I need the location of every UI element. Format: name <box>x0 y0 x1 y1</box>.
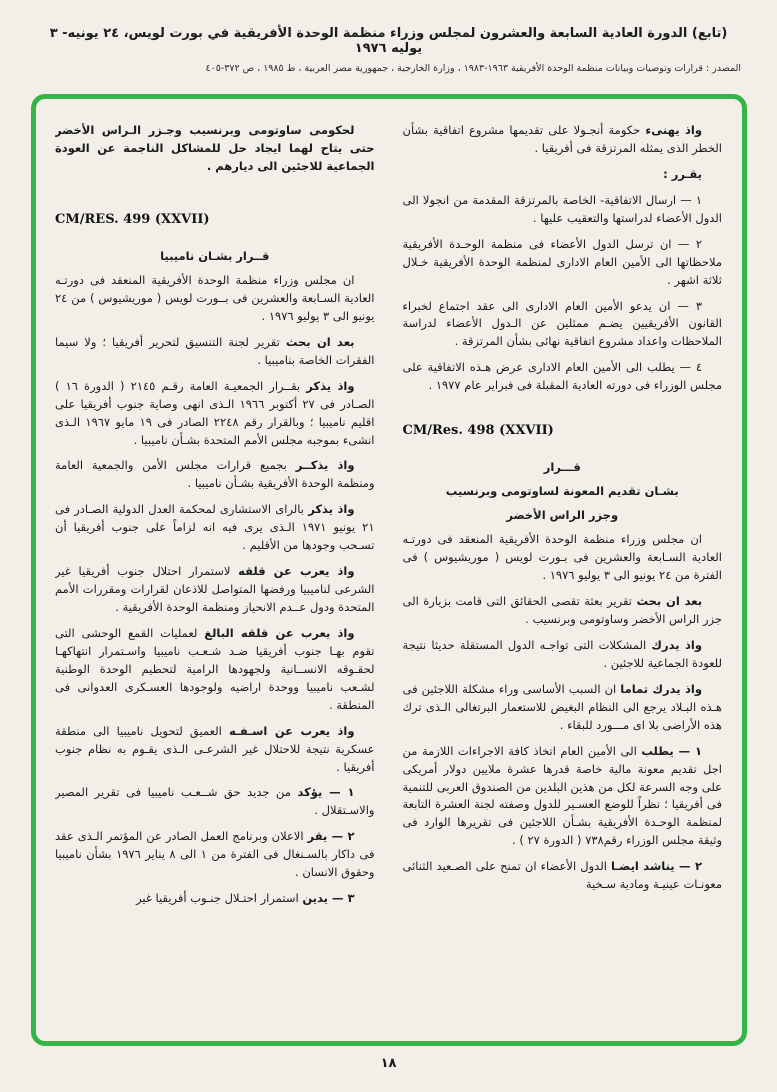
paragraph-lead: واذ يدرك <box>651 637 703 652</box>
paragraph: بعد ان بحث تقرير لجنة التنسيق لتحرير أفريقيا ؛ ولا سيما الفقرات الخاصة بناميبيا . <box>55 334 375 367</box>
paragraph: واذ يهنىء حكومة أنجـولا على تقديمها مشروع اتفاقية بشأن الخطر الذى يمثله المرتزقة فى أفريقيا . <box>402 123 722 155</box>
paragraph-lead: ٢ — يقر <box>307 829 355 844</box>
paragraph: واذ يدرك المشكلات التى تواجـه الدول المستقلة حديثا نتيجة للعودة الجماعية للاجئين . <box>402 637 722 670</box>
paragraph-lead: ٣ — يدين <box>302 891 355 906</box>
paragraph: قــرار بشـان ناميبيا <box>160 249 270 264</box>
paragraph <box>403 166 723 184</box>
paragraph: ٢ — ان ترسل الدول الأعضاء فى منظمة الوحـدة الأفريقية ملاحظاتها الى الأمين العام الادارى لمنظمة الوحدة الأفريقية خـلال ثلاثة اشهر . <box>402 236 722 287</box>
paragraph: ١ — يطلب الى الأمين العام اتخاذ كافة الاجراءات اللازمة من اجل تقديم معونة مالية خاصة قدرها عشرة ملايين دولار أمريكى على وجه السرعة لكل من هذين البلدين من الصندوق العربى للتنمية فى أفريقيا ؛ نظراً للوضع العسـير للدول وصفته لجنة العشرة التابعة لمنظمة الوحـدة الأفريقية بشـأن اللاجئين فى تقريرها الوارد فى وثيقة مجلس الوزراء رقم٧٣٨ ( الدورة ٢٧ ) . <box>402 743 722 848</box>
paragraph-lead: واذ يعرب عن قلقه <box>238 564 355 579</box>
content-columns <box>55 122 722 1024</box>
paragraph: لحكومى ساوتومى وبرنسيب وجـزر الـراس الأخضر حتى يتاح لهما ايجاد حل للمشاكل الناجمة عن العودة الجماعية للاجئين الى ديارهم . <box>55 123 375 173</box>
paragraph: ١ — يؤكد من جديد حق شــعـب ناميبيا فى تقرير المصير والاسـتقلال . <box>55 785 375 818</box>
paragraph: ٢ — يناشد ايضـا الدول الأعضاء ان تمنح على الصـعيد الثنائى معونـات عينيـة ومادية سـخية <box>402 859 722 892</box>
paragraph: بعد ان بحث تقرير بعثة تقصى الحقائق التى قامت بزيارة الى جزر الراس الأخضر وساوتومى وبرنسيب . <box>402 594 722 627</box>
paragraph-lead: واذ يعرب عن قلقه البالغ <box>204 625 355 640</box>
paragraph-lead: واذ يهنىء <box>645 123 703 137</box>
paragraph: واذ يعرب عن قلقه البالغ لعمليات القمع الوحشى التى تقوم بهـا جنوب أفريقيا ضـد شـعـب ناميبيا واسـتمرار انتهاكهـا لحقـوقه الانســانية ولجهودها الرامية لتحطيم الوحدة الوطنية لشـعب ناميبيا ووحدة اراضيه ولوجودها العسـكرى العدوانى فى المنطقة . <box>55 625 375 712</box>
paragraph-lead: بعد ان بحث <box>636 594 703 609</box>
page-number: ١٨ <box>380 1056 397 1071</box>
header-title: (تابع) الدورة العادية السابعة والعشرون لمجلس وزراء منظمة الوحدة الأفريقية في بورت لويس، ٢٤ يونيه- ٣ يوليه ١٩٧٦ <box>49 26 728 56</box>
paragraph-lead: واذ يذكر <box>308 502 355 517</box>
resolution-code: CM/Res. 498 (XXVII) <box>402 423 554 439</box>
paragraph-lead: واذ يدرك تماما <box>620 681 703 696</box>
paragraph: ان مجلس وزراء منظمة الوحدة الأفريقية المنعقد فى دورتـه العادية السـابعة والعشرين فى بــورت لويس ( موريشيوس ) من ٢٤ يونيو الى ٣ يوليو ١٩٧٦ . <box>55 273 375 323</box>
paragraph-lead: واذ يذكــر <box>295 458 355 473</box>
column-right <box>403 122 723 1024</box>
paragraph-lead: بعد ان بحث <box>285 334 355 349</box>
paragraph: ان مجلس وزراء منظمة الوحدة الأفريقية المنعقد فى دورتـه العادية السـابعة والعشرين فى بـورت لويس ( موريشيوس ) فى الفترة من ٢٤ يونيو الى ٣ يوليو ١٩٧٦ . <box>402 532 722 583</box>
paragraph: قـــرار <box>543 460 581 475</box>
paragraph: ٢ — يقر الاعلان وبرنامج العمل الصادر عن المؤتمر الـذى عقد فى داكار بالسـنغال فى الفترة من ١ الى ٨ يناير ١٩٧٦ بشأن ناميبيا وحقوق الانسان . <box>55 829 375 880</box>
document-header <box>36 26 741 74</box>
paragraph: واذ يدرك تماما ان السبب الأساسى وراء مشكلة اللاجئين فى هـذه البـلاد يرجع الى النظام البغيض للاستعمار البرتغالى الـذى ترك هذه الأراضى بلا اى مـــورد للبقاء . <box>402 681 722 732</box>
paragraph-lead: واذ يعرب عن اسـفـه <box>228 723 355 738</box>
paragraph: ٣ — ان يدعو الأمين العام الادارى الى عقد اجتماع لخبراء القانون الأفريقيين يضـم ممثلين عن الـدول الأعضاء لدراسة الملاحظات واعداد مشروع اتفاقية نهائى بشأن المرتزقة . <box>402 298 722 349</box>
paragraph: واذ يذكــر بجميع قرارات مجلس الأمن والجمعية العامة ومنظمة الوحدة الأفريقية بشـأن ناميبيا . <box>55 458 375 491</box>
header-source-line: المصدر : قرارات وتوصيات وبيانات منظمة الوحدة الأفريقية ١٩٦٣-١٩٨٣ ، وزارة الخارجية ، جمهورية مصر العربية ، ط ١٩٨٥ ، ص ٣٧٢-٤٠٥ <box>205 63 741 74</box>
paragraph-lead: واذ يذكر <box>306 378 355 393</box>
column-left <box>55 122 375 1024</box>
paragraph: واذ يعرب عن اسـفـه العميق لتحويل ناميبيا الى منطقة عسكرية نتيجة للاحتلال غير الشرعـى الـذى يقـوم به نظام جنوب أفريقيا . <box>55 723 375 774</box>
paragraph: واذ يذكر بقــرار الجمعيـة العامة رقـم ٢١٤٥ ( الدورة ١٦ ) الصـادر فى ٢٧ أكتوبر ١٩٦٦ الـذى انهى وصاية جنوب أفريقيا على اقليم ناميبيا ؛ وبالقرار رقم ٢٢٤٨ الصادر فى ١٩ مايو ١٩٦٧ الـذى انشىء بموجبه مجلس الأمم المتحدة بشـأن ناميبيا . <box>55 378 375 447</box>
resolution-code: CM/RES. 499 (XXVII) <box>55 211 210 227</box>
paragraph-lead: ١ — يؤكد <box>297 785 355 800</box>
paragraph: ٤ — يطلب الى الأمين العام الادارى عرض هـذه الاتفاقية على مجلس الوزراء فى دورته العادية المقبلة فى فبراير عام ١٩٧٧ . <box>402 360 722 393</box>
paragraph: بشـان تقديم المعونة لساوتومى وبرنسيب <box>445 484 679 499</box>
paragraph: ١ — ارسال الاتفاقية- الخاصة بالمرتزقة المقدمة من انجولا الى الدول الأعضاء لدراستها والتعقيب عليها . <box>402 192 722 225</box>
paragraph-lead: ١ — يطلب <box>641 743 702 758</box>
paragraph: واذ يعرب عن قلقه لاستمرار احتلال جنوب أفريقيا غير الشرعى لناميبيا ورفضها المتواصل للاذعان لقرارات ومقررات الأمم المتحدة ودول عــدم الانحياز ومنظمة الوحدة الأفريقية . <box>55 564 375 615</box>
paragraph-lead: ٢ — يناشد ايضـا <box>611 859 703 874</box>
paragraph: وجزر الراس الأخضر <box>506 508 619 523</box>
paragraph: ٣ — يدين استمرار احتـلال جنـوب أفريقيا غير <box>136 891 355 906</box>
paragraph-lead: يقـرر : <box>663 166 702 181</box>
paragraph: واذ يذكر بالراى الاستشارى لمحكمة العدل الدولية الصـادر فى ٢١ يونيو ١٩٧١ الـذى يرى فيه انه لزاماً على جنوب أفريقيا أن تسـحب وجودها من الأقليم . <box>55 502 375 553</box>
